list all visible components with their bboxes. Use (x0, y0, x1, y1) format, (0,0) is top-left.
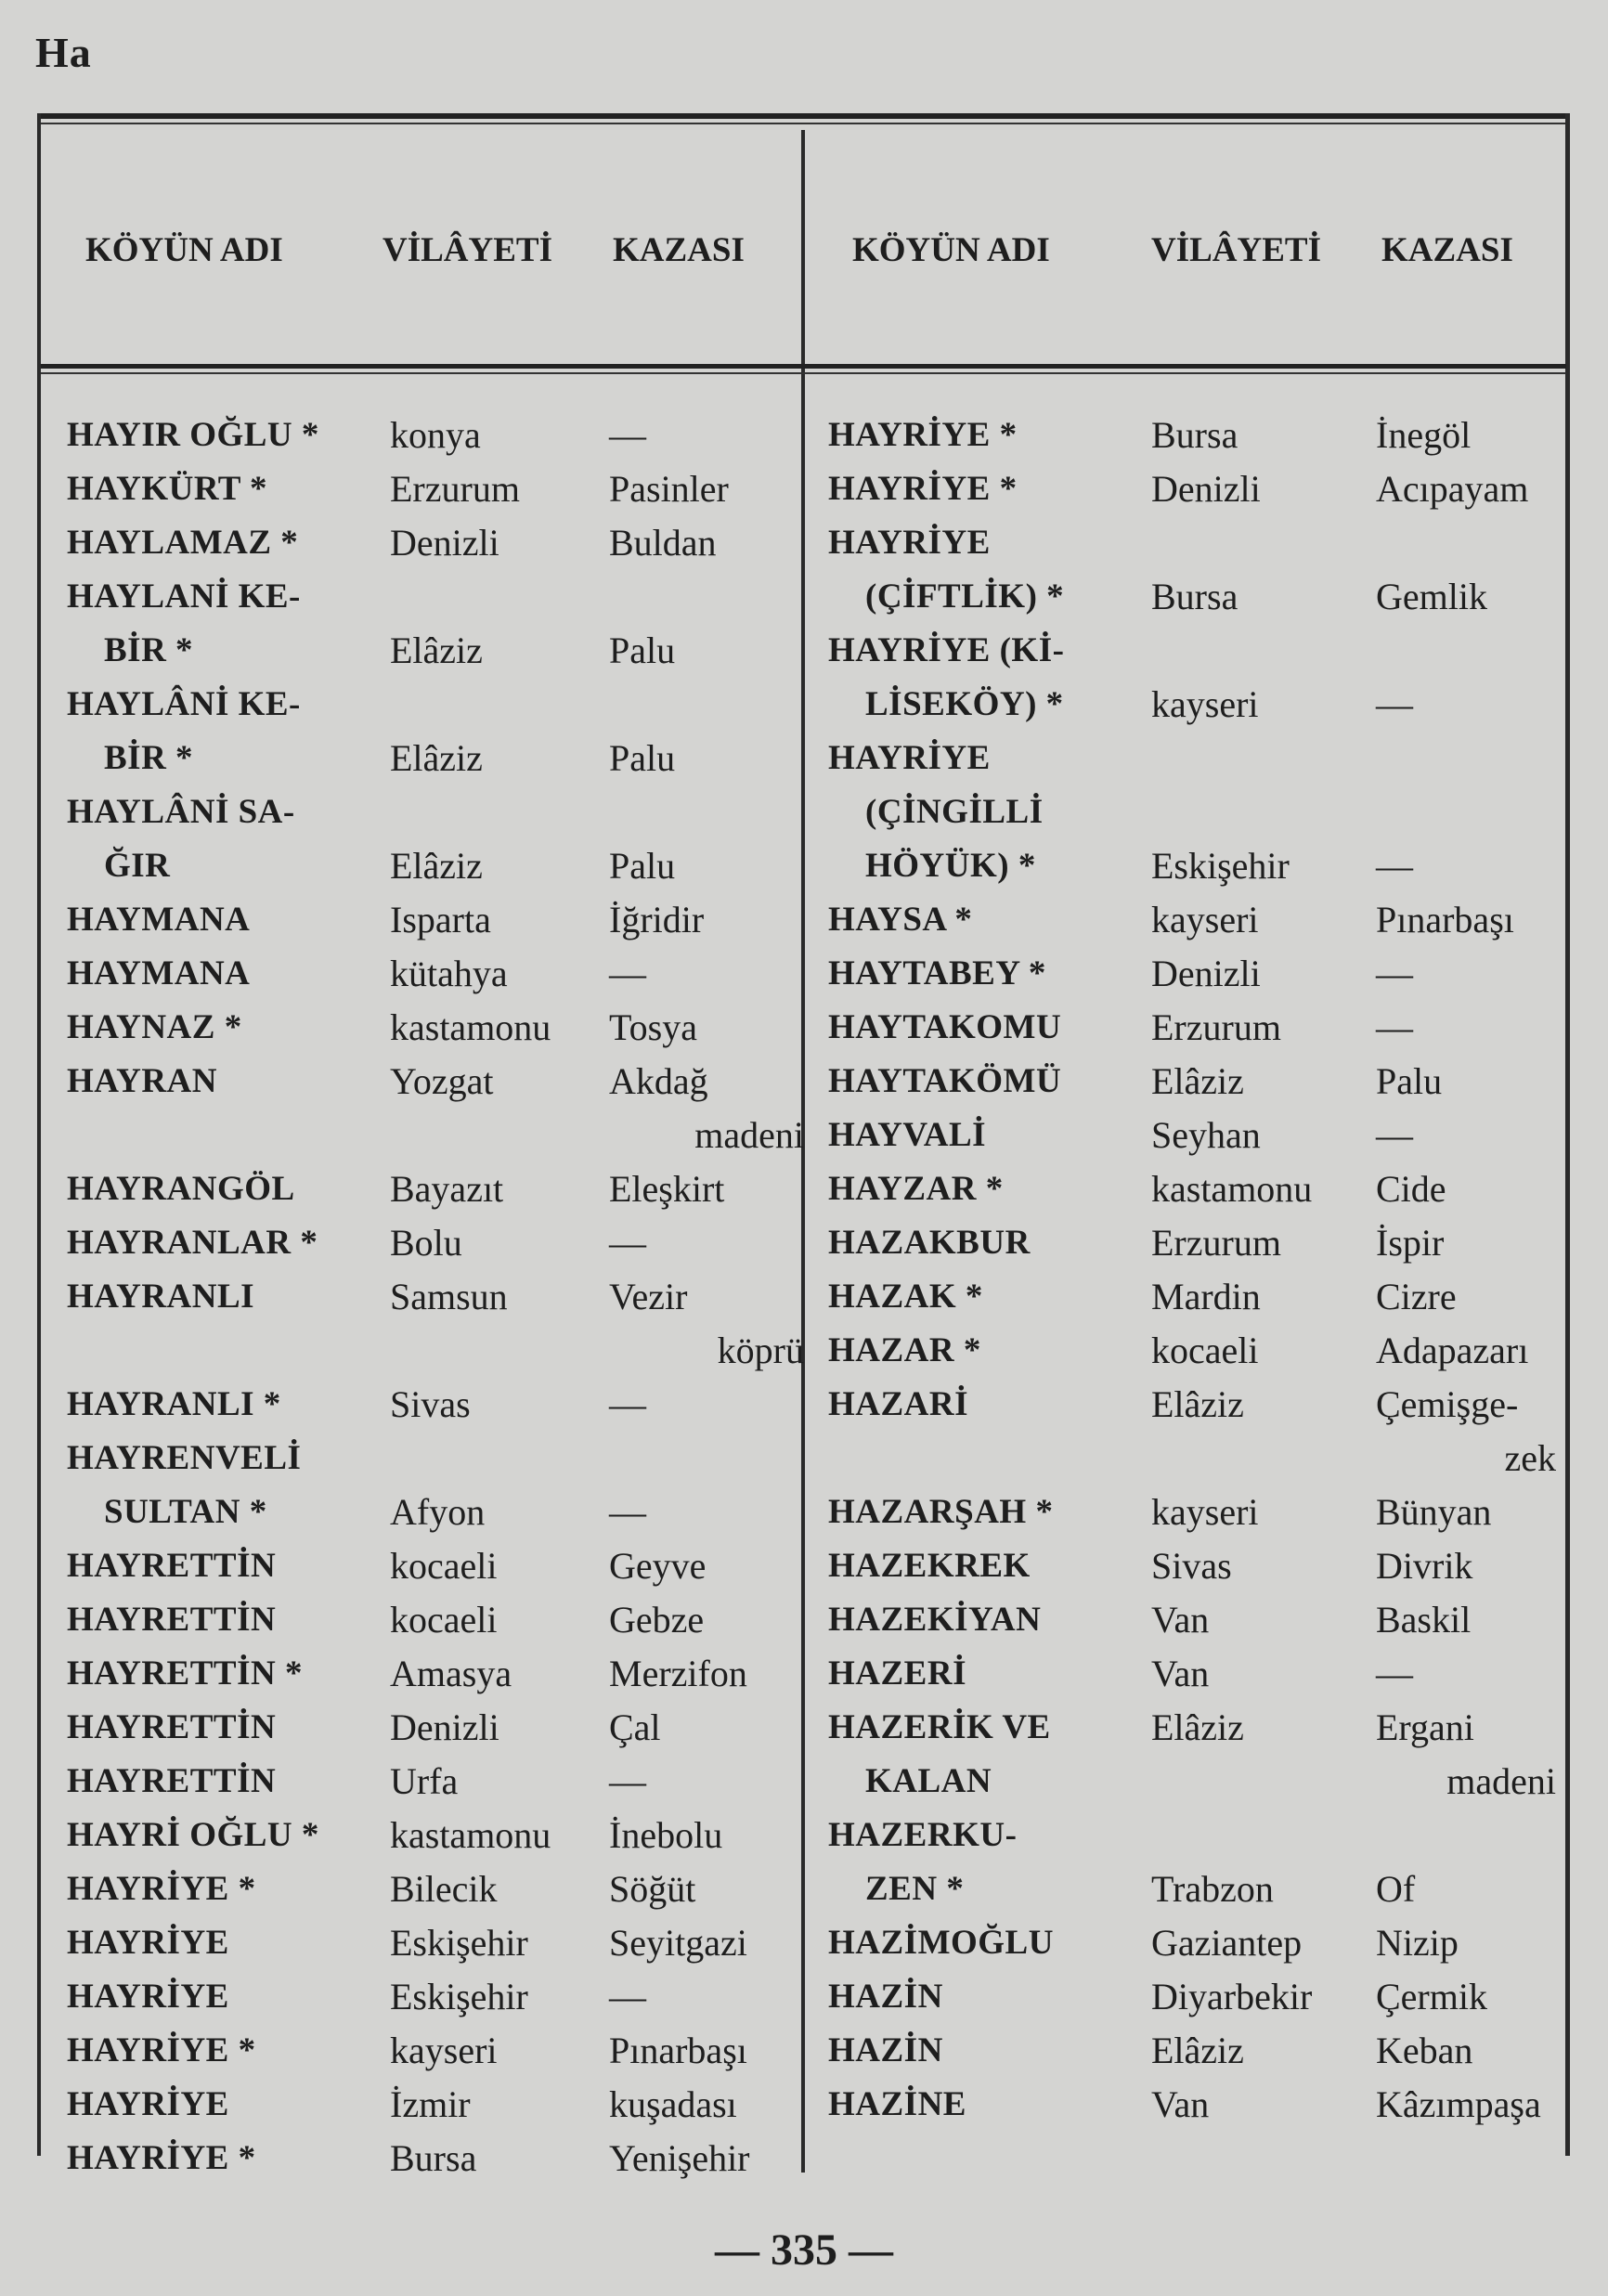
province-cell: Elâziz (1151, 1383, 1244, 1425)
village-name: HAYSA * (828, 901, 973, 939)
district-cell: Eleşkirt (609, 1168, 725, 1210)
province-cell: kayseri (1151, 683, 1259, 725)
district-cell: — (609, 414, 646, 456)
district-cell: Çal (609, 1706, 661, 1748)
table-row (67, 1055, 810, 1109)
province-cell: konya (390, 414, 481, 456)
district-cell: — (1376, 1006, 1413, 1048)
district-cell (1376, 624, 1562, 678)
village-name: HAYNAZ * (67, 1008, 242, 1046)
village-name: HAZİMOĞLU (828, 1924, 1054, 1962)
table-row (828, 624, 1562, 678)
district-cell: — (1376, 683, 1413, 725)
district-cell: Cizre (1376, 1276, 1457, 1317)
village-name: HAYRANGÖL (67, 1170, 295, 1208)
province-cell: Elâziz (390, 845, 483, 887)
table-row (828, 1055, 1562, 1109)
right-col-head-province: VİLÂYETİ (1151, 231, 1321, 269)
table-row (67, 2078, 810, 2132)
village-name: HAYRİYE (Kİ- (828, 631, 1065, 669)
district-cell: Adapazarı (1376, 1330, 1529, 1371)
district-cell (609, 570, 810, 624)
village-name: HAYMANA (67, 901, 251, 939)
table-row (828, 1701, 1562, 1755)
table-row (67, 1701, 810, 1755)
province-cell: Van (1151, 2083, 1210, 2125)
table-row (67, 1485, 810, 1539)
table-row (67, 570, 810, 624)
table-row (67, 1647, 810, 1701)
district-cell (609, 785, 810, 839)
table-row (67, 1162, 810, 1216)
province-cell: kastamonu (390, 1814, 551, 1856)
province-cell: Bursa (390, 2137, 477, 2179)
village-name: HAYRİYE (828, 524, 991, 562)
province-cell: Elâziz (1151, 1060, 1244, 1102)
village-name: HÖYÜK) * (865, 847, 1036, 885)
village-name: HAZAR * (828, 1331, 981, 1369)
table-row (67, 1970, 810, 2024)
village-name: (ÇİNGİLLİ (865, 793, 1044, 831)
left-col-head-district: KAZASI (613, 231, 745, 269)
province-cell: Amasya (390, 1653, 512, 1694)
table-row (828, 785, 1562, 839)
table-row (828, 1324, 1562, 1378)
village-name: HAYRETTİN (67, 1601, 277, 1639)
table-row (828, 893, 1562, 947)
left-col-head-province: VİLÂYETİ (383, 231, 552, 269)
table-row (67, 1216, 810, 1270)
province-cell: Elâziz (1151, 2030, 1244, 2071)
village-name: ĞIR (104, 847, 171, 885)
table-row (67, 409, 810, 462)
province-cell: Van (1151, 1599, 1210, 1641)
header-bottom-rule (41, 364, 1566, 369)
table-row (828, 1485, 1562, 1539)
table-row (67, 516, 810, 570)
village-name: HAYKÜRT * (67, 470, 268, 508)
table-row (828, 1755, 1562, 1809)
province-cell (390, 1109, 609, 1162)
province-cell: Bayazıt (390, 1168, 504, 1210)
province-cell: Eskişehir (1151, 845, 1290, 887)
table-row (828, 1270, 1562, 1324)
province-cell: Urfa (390, 1760, 459, 1802)
district-cell (609, 678, 810, 732)
table-row (828, 1916, 1562, 1970)
right-col-head-district: KAZASI (1381, 231, 1513, 269)
district-cell: — (1376, 845, 1413, 887)
village-name: HAZERKU- (828, 1816, 1018, 1854)
table-row (828, 1162, 1562, 1216)
village-name: HAYRİYE * (828, 416, 1018, 454)
province-cell: Isparta (390, 899, 491, 940)
village-name: HAYRİYE * (828, 470, 1018, 508)
village-name: BİR * (104, 631, 194, 669)
province-cell (390, 570, 609, 624)
province-cell: Gaziantep (1151, 1922, 1303, 1964)
district-cell: — (609, 953, 646, 994)
village-name: HAYZAR * (828, 1170, 1004, 1208)
village-name: HAYRETTİN (67, 1762, 277, 1800)
province-cell (390, 1432, 609, 1485)
district-cell: Çemişge- (1376, 1383, 1519, 1425)
table-row (67, 1324, 810, 1378)
province-cell (1151, 516, 1376, 570)
province-cell: kayseri (1151, 1491, 1259, 1533)
village-name: HAZARİ (828, 1385, 969, 1423)
village-name: HAZERİ (828, 1654, 966, 1693)
table-row (828, 732, 1562, 785)
province-cell: Denizli (390, 1706, 499, 1748)
district-cell: İspir (1376, 1222, 1445, 1264)
village-name: HAYRİYE * (67, 2139, 256, 2177)
province-cell: Denizli (1151, 953, 1261, 994)
district-cell: madeni (1446, 1760, 1556, 1802)
table-row (828, 1216, 1562, 1270)
province-cell: Bilecik (390, 1868, 498, 1910)
village-name: HAZAK * (828, 1278, 983, 1316)
village-name: HAZERİK VE (828, 1708, 1051, 1746)
left-village-list (67, 409, 810, 2186)
village-name: HAZEKİYAN (828, 1601, 1042, 1639)
table-row (67, 893, 810, 947)
table-row (828, 1862, 1562, 1916)
district-cell: Palu (1376, 1060, 1443, 1102)
district-cell (1376, 1809, 1562, 1862)
table-row (67, 1916, 810, 1970)
village-name: HAYLÂNİ SA- (67, 793, 295, 831)
district-cell: Palu (609, 845, 676, 887)
table-row (67, 2132, 810, 2186)
village-name: HAYRANLI * (67, 1385, 281, 1423)
district-cell (1376, 785, 1562, 839)
table-row (828, 1647, 1562, 1701)
table-row (828, 2024, 1562, 2078)
district-cell: Merzifon (609, 1653, 747, 1694)
table-row (67, 839, 810, 893)
village-name: HAYLANİ KE- (67, 577, 301, 616)
province-cell: Seyhan (1151, 1114, 1261, 1156)
village-name: HAYRETTİN (67, 1708, 277, 1746)
table-row (67, 624, 810, 678)
district-cell: Yenişehir (609, 2137, 750, 2179)
section-letters: Ha (35, 29, 92, 76)
village-name: HAYTAKOMU (828, 1008, 1062, 1046)
district-cell: — (1376, 1653, 1413, 1694)
district-cell: Pınarbaşı (609, 2030, 747, 2071)
village-name: HAYRİYE * (67, 1870, 256, 1908)
province-cell (390, 678, 609, 732)
district-cell: — (609, 1383, 646, 1425)
province-cell: Mardin (1151, 1276, 1261, 1317)
village-name (67, 1109, 390, 1162)
province-cell: Samsun (390, 1276, 508, 1317)
village-name: ZEN * (865, 1870, 965, 1908)
province-cell (1151, 1432, 1376, 1485)
district-cell: Buldan (609, 522, 717, 564)
province-cell: Sivas (1151, 1545, 1232, 1587)
province-cell: Bursa (1151, 414, 1238, 456)
district-cell: köprü (717, 1330, 804, 1371)
table-row (828, 1109, 1562, 1162)
table-row (828, 839, 1562, 893)
province-cell: Denizli (390, 522, 499, 564)
district-cell: Bünyan (1376, 1491, 1492, 1533)
table-row (67, 2024, 810, 2078)
province-cell: Yozgat (390, 1060, 494, 1102)
district-cell: — (1376, 953, 1413, 994)
district-cell: Nizip (1376, 1922, 1459, 1964)
district-cell: Of (1376, 1868, 1416, 1910)
district-cell: Gemlik (1376, 576, 1487, 617)
district-cell: Seyitgazi (609, 1922, 747, 1964)
table-row (828, 462, 1562, 516)
province-cell (1151, 1755, 1376, 1809)
district-cell (1376, 732, 1562, 785)
province-cell: Bolu (390, 1222, 462, 1264)
province-cell: Bursa (1151, 576, 1238, 617)
province-cell: kastamonu (1151, 1168, 1313, 1210)
province-cell: kütahya (390, 953, 508, 994)
province-cell (390, 785, 609, 839)
district-cell: madeni (694, 1114, 804, 1156)
table-top-rule (37, 113, 1569, 119)
table-row (828, 1432, 1562, 1485)
table-row (67, 1378, 810, 1432)
province-cell: kayseri (390, 2030, 498, 2071)
table-row (67, 1001, 810, 1055)
district-cell: İnegöl (1376, 414, 1472, 456)
village-name: HAYRİYE (67, 2085, 229, 2123)
table-row (828, 2078, 1562, 2132)
village-name: HAYTABEY * (828, 954, 1046, 992)
village-name: KALAN (865, 1762, 992, 1800)
village-name (67, 1324, 390, 1378)
province-cell: Elâziz (1151, 1706, 1244, 1748)
village-name: HAYMANA (67, 954, 251, 992)
table-row (67, 732, 810, 785)
table-row (828, 678, 1562, 732)
village-name: HAYVALİ (828, 1116, 987, 1154)
table-row (67, 462, 810, 516)
province-cell: kayseri (1151, 899, 1259, 940)
table-row (828, 1593, 1562, 1647)
district-cell: Keban (1376, 2030, 1473, 2071)
table-row (67, 1593, 810, 1647)
province-cell: Denizli (1151, 468, 1261, 510)
village-name: HAYRANLAR * (67, 1224, 318, 1262)
village-name: HAYRETTİN * (67, 1654, 303, 1693)
district-cell: — (1376, 1114, 1413, 1156)
table-row (67, 1862, 810, 1916)
page-number: — 335 — (715, 2225, 893, 2275)
district-cell: Palu (609, 629, 676, 671)
province-cell (1151, 732, 1376, 785)
table-row (828, 947, 1562, 1001)
district-cell: Gebze (609, 1599, 705, 1641)
village-name: HAYRİYE (67, 1978, 229, 2016)
right-village-list (828, 409, 1562, 2132)
village-name: HAYRENVELİ (67, 1439, 302, 1477)
village-name: HAZEKREK (828, 1547, 1031, 1585)
table-row (67, 1270, 810, 1324)
village-name: HAZİN (828, 1978, 943, 2016)
district-cell: Palu (609, 737, 676, 779)
village-name: LİSEKÖY) * (865, 685, 1064, 723)
village-name: HAYRETTİN (67, 1547, 277, 1585)
province-cell: İzmir (390, 2083, 471, 2125)
table-row (67, 947, 810, 1001)
district-cell: Divrik (1376, 1545, 1473, 1587)
province-cell (1151, 624, 1376, 678)
district-cell: Baskil (1376, 1599, 1472, 1641)
district-cell: — (609, 1491, 646, 1533)
province-cell: kocaeli (1151, 1330, 1259, 1371)
province-cell: Elâziz (390, 629, 483, 671)
province-cell: kocaeli (390, 1599, 498, 1641)
province-cell: kastamonu (390, 1006, 551, 1048)
table-row (828, 570, 1562, 624)
province-cell (1151, 785, 1376, 839)
table-row (828, 1970, 1562, 2024)
table-left-border (37, 113, 41, 2156)
village-name (828, 1432, 1151, 1485)
district-cell (609, 1432, 810, 1485)
table-row (67, 785, 810, 839)
district-cell: Acıpayam (1376, 468, 1529, 510)
village-name: HAZİNE (828, 2085, 966, 2123)
table-row (67, 1109, 810, 1162)
village-name: HAYRİYE (828, 739, 991, 777)
district-cell: Pasinler (609, 468, 729, 510)
village-name: HAZARŞAH * (828, 1493, 1054, 1531)
province-cell: Sivas (390, 1383, 471, 1425)
district-cell: zek (1504, 1437, 1556, 1479)
village-name: BİR * (104, 739, 194, 777)
province-cell: Erzurum (1151, 1006, 1281, 1048)
village-name: HAZAKBUR (828, 1224, 1031, 1262)
table-row (828, 1809, 1562, 1862)
district-cell: Söğüt (609, 1868, 696, 1910)
village-name: HAYRİYE (67, 1924, 229, 1962)
village-name: HAYRAN (67, 1062, 217, 1100)
village-name: HAZİN (828, 2031, 943, 2069)
district-cell: Ergani (1376, 1706, 1474, 1748)
village-name: HAYTAKÖMÜ (828, 1062, 1062, 1100)
province-cell: Trabzon (1151, 1868, 1274, 1910)
right-col-head-village: KÖYÜN ADI (852, 231, 1050, 269)
table-row (828, 1001, 1562, 1055)
province-cell: Erzurum (390, 468, 520, 510)
table-right-border (1565, 113, 1570, 2156)
district-cell: Cide (1376, 1168, 1446, 1210)
province-cell: Eskişehir (390, 1922, 528, 1964)
table-row (828, 1539, 1562, 1593)
district-cell: Kâzımpaşa (1376, 2083, 1541, 2125)
province-cell: Afyon (390, 1491, 486, 1533)
district-cell: Pınarbaşı (1376, 899, 1514, 940)
district-cell: İğridir (609, 899, 705, 940)
district-cell (1376, 516, 1562, 570)
province-cell (1151, 1809, 1376, 1862)
left-col-head-village: KÖYÜN ADI (85, 231, 283, 269)
village-name: HAYLAMAZ * (67, 524, 299, 562)
table-row (828, 409, 1562, 462)
table-row (828, 1378, 1562, 1432)
district-cell: Çermik (1376, 1976, 1487, 2017)
district-cell: — (609, 1760, 646, 1802)
province-cell (390, 1324, 609, 1378)
province-cell: kocaeli (390, 1545, 498, 1587)
district-cell: Akdağ (609, 1060, 708, 1102)
table-row (67, 1755, 810, 1809)
village-name: HAYLÂNİ KE- (67, 685, 301, 723)
district-cell: Vezir (609, 1276, 688, 1317)
village-name: HAYIR OĞLU * (67, 416, 319, 454)
table-row (67, 1809, 810, 1862)
district-cell: Geyve (609, 1545, 707, 1587)
district-cell: — (609, 1222, 646, 1264)
table-top-rule-thin (37, 123, 1569, 124)
province-cell: Elâziz (390, 737, 483, 779)
village-name: HAYRANLI (67, 1278, 255, 1316)
table-row (67, 1539, 810, 1593)
village-name: SULTAN * (104, 1493, 267, 1531)
province-cell: Eskişehir (390, 1976, 528, 2017)
province-cell: Van (1151, 1653, 1210, 1694)
village-name: HAYRİ OĞLU * (67, 1816, 319, 1854)
village-name: (ÇİFTLİK) * (865, 577, 1065, 616)
district-cell: kuşadası (609, 2083, 737, 2125)
header-bottom-rule-thin (41, 372, 1566, 374)
village-name: HAYRİYE * (67, 2031, 256, 2069)
table-row (67, 678, 810, 732)
province-cell: Diyarbekir (1151, 1976, 1313, 2017)
table-row (67, 1432, 810, 1485)
district-cell: — (609, 1976, 646, 2017)
table-row (828, 516, 1562, 570)
district-cell: İnebolu (609, 1814, 723, 1856)
province-cell: Erzurum (1151, 1222, 1281, 1264)
district-cell: Tosya (609, 1006, 697, 1048)
